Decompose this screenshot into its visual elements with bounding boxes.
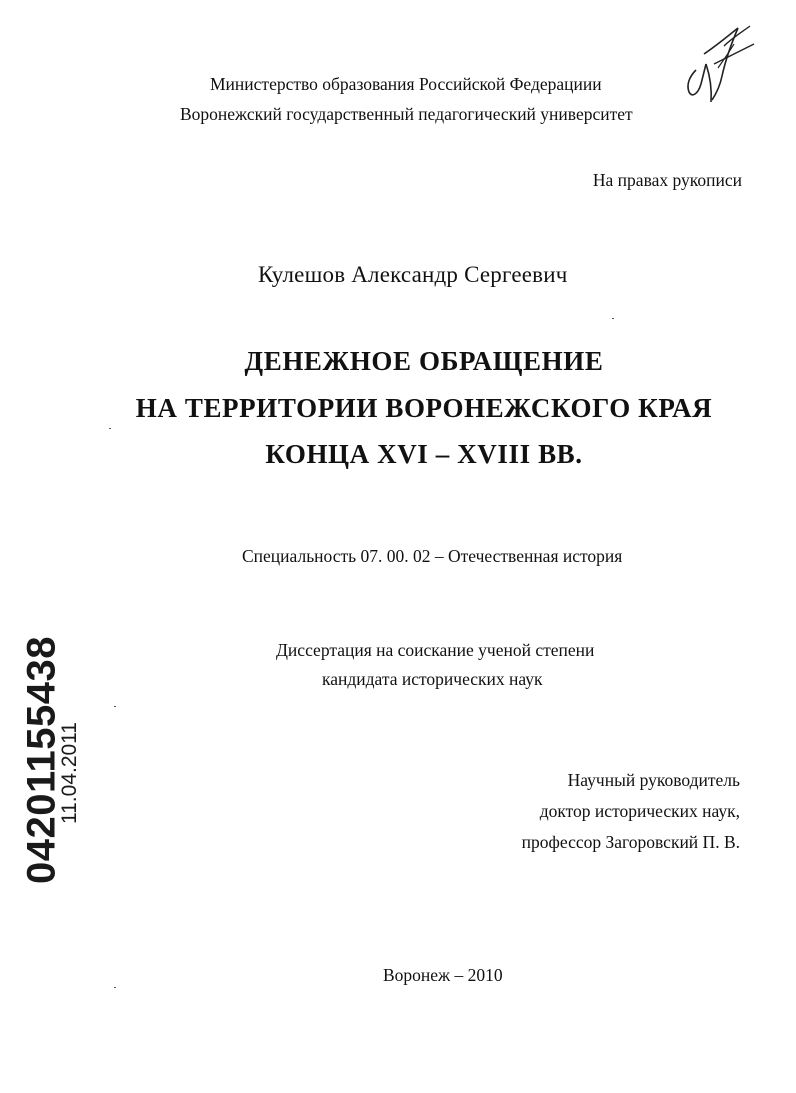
scan-speck: [109, 428, 111, 429]
registration-date-stamp: 11.04.2011: [58, 722, 81, 824]
scan-speck: [612, 318, 614, 319]
scan-speck: [114, 706, 116, 707]
university-name: Воронежский государственный педагогический университет: [180, 104, 633, 124]
title-line-1: ДЕНЕЖНОЕ ОБРАЩЕНИЕ: [244, 346, 604, 376]
supervisor-name: профессор Загоровский П. В.: [521, 832, 740, 852]
supervisor-degree: доктор исторических наук,: [539, 801, 740, 821]
manuscript-rights-note: На правах рукописи: [592, 170, 742, 190]
title-line-3: КОНЦА XVI – XVIII ВВ.: [265, 439, 583, 469]
supervisor-block: [522, 765, 740, 858]
registration-number-stamp: 04201155438: [19, 636, 64, 884]
supervisor-role: Научный руководитель: [567, 770, 740, 790]
specialty-line: Специальность 07. 00. 02 – Отечественная история: [242, 546, 623, 566]
dissertation-line-2: кандидата исторических наук: [322, 669, 543, 689]
scan-speck: [114, 987, 116, 988]
title-line-2: НА ТЕРРИТОРИИ ВОРОНЕЖСКОГО КРАЯ: [135, 393, 713, 423]
author-name: Кулешов Александр Сергеевич: [258, 262, 568, 287]
ministry-name: Министерство образования Российской Федерациии: [210, 74, 602, 94]
handwritten-signature: [676, 24, 762, 106]
dissertation-line-1: Диссертация на соискание ученой степени: [276, 640, 595, 660]
city-year: Воронеж – 2010: [383, 965, 503, 985]
